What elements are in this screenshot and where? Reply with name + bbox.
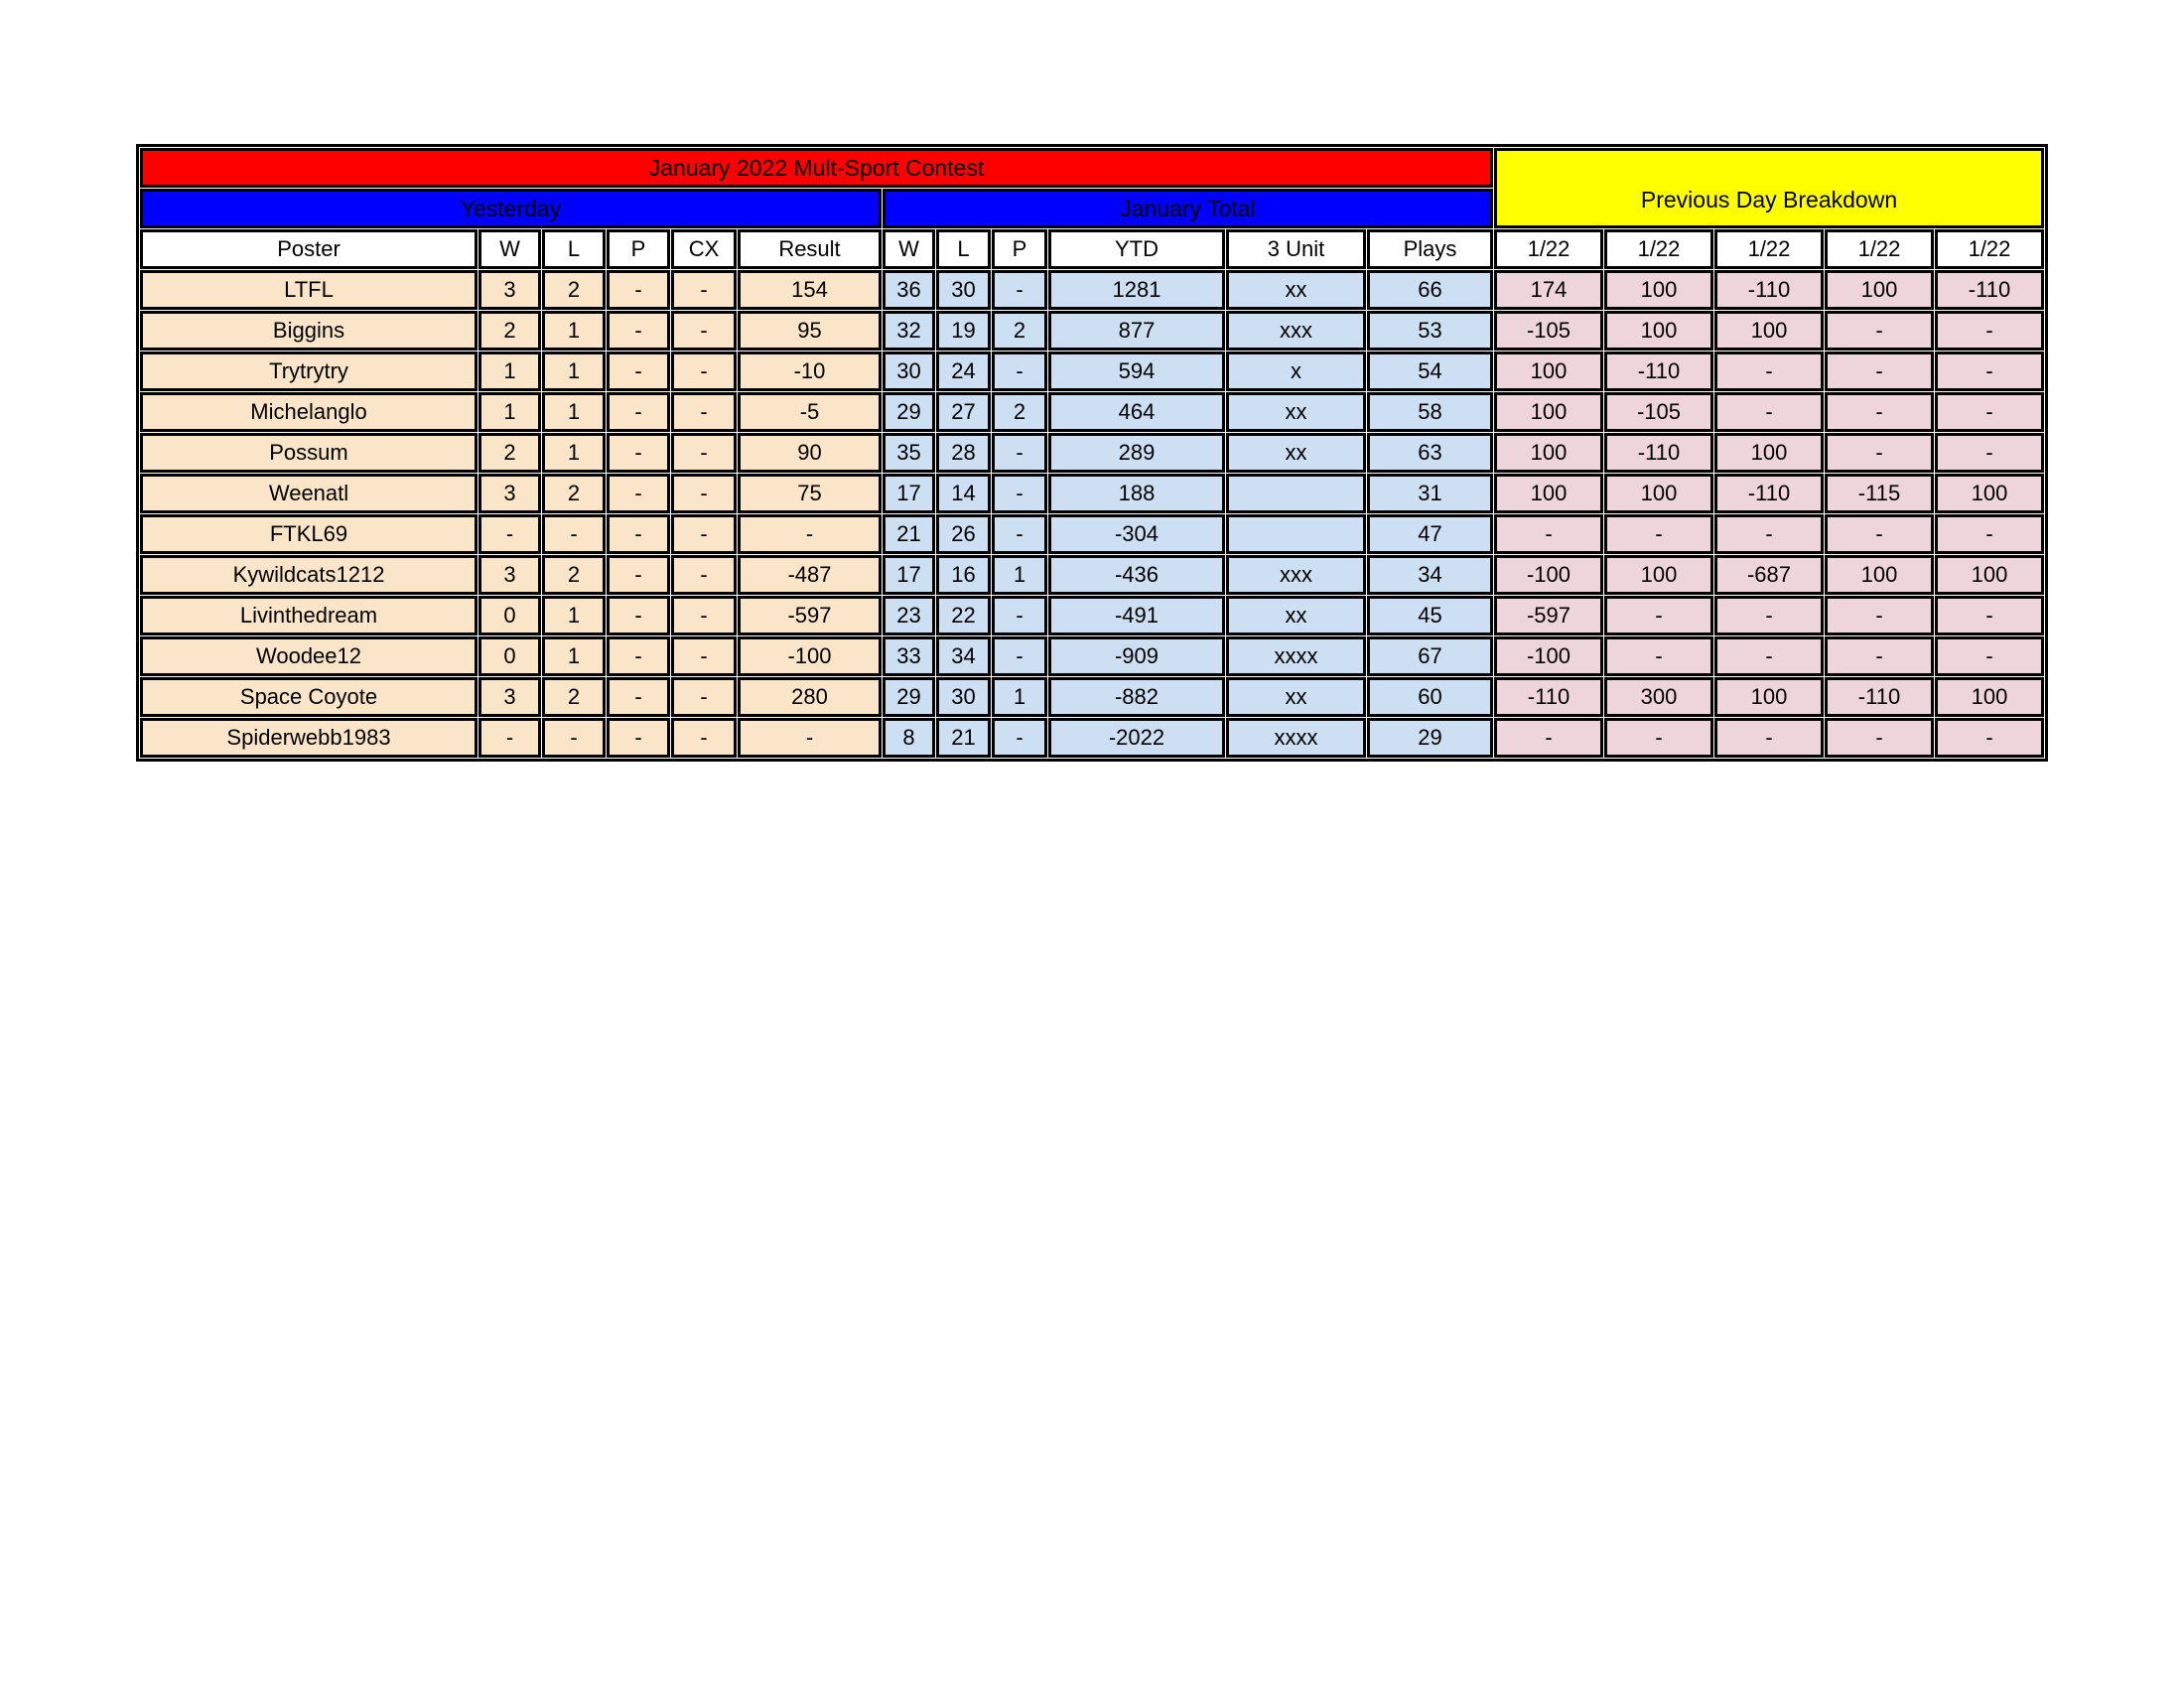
value-cell: 26 [936, 514, 991, 554]
table-row [140, 311, 2044, 351]
value-cell: - [607, 474, 670, 513]
value-cell: 35 [883, 433, 935, 473]
value-cell: 45 [1367, 596, 1493, 635]
value-cell: 60 [1367, 677, 1493, 717]
value-cell: xxx [1226, 311, 1366, 351]
value-cell: - [1714, 392, 1824, 432]
value-cell: 0 [478, 636, 541, 676]
poster-cell: Possum [140, 433, 478, 473]
value-cell: -436 [1048, 555, 1225, 595]
value-cell: 67 [1367, 636, 1493, 676]
value-cell: - [1935, 596, 2044, 635]
value-cell: xx [1226, 270, 1366, 310]
value-cell: - [1935, 311, 2044, 351]
value-cell: - [1825, 352, 1934, 391]
value-cell: -2022 [1048, 718, 1225, 758]
value-cell: -491 [1048, 596, 1225, 635]
value-cell: 28 [936, 433, 991, 473]
column-header-poster: Poster [140, 229, 478, 269]
column-header-w: W [478, 229, 541, 269]
table-row [140, 474, 2044, 513]
value-cell: - [607, 270, 670, 310]
value-cell: 100 [1935, 677, 2044, 717]
value-cell: -100 [738, 636, 882, 676]
value-cell: -110 [1714, 474, 1824, 513]
value-cell: 29 [1367, 718, 1493, 758]
value-cell: 24 [936, 352, 991, 391]
value-cell: 594 [1048, 352, 1225, 391]
value-cell: 1 [542, 392, 606, 432]
poster-cell: FTKL69 [140, 514, 478, 554]
value-cell: 100 [1604, 270, 1713, 310]
value-cell: - [1825, 433, 1934, 473]
value-cell: - [1825, 392, 1934, 432]
value-cell: - [607, 677, 670, 717]
column-header-date-2: 1/22 [1604, 229, 1713, 269]
value-cell: - [1825, 596, 1934, 635]
value-cell: - [1604, 514, 1713, 554]
value-cell: -110 [1714, 270, 1824, 310]
value-cell: 21 [936, 718, 991, 758]
value-cell: 2 [542, 474, 606, 513]
value-cell: -687 [1714, 555, 1824, 595]
poster-cell: Space Coyote [140, 677, 478, 717]
value-cell: 174 [1494, 270, 1603, 310]
value-cell: - [671, 555, 737, 595]
value-cell: -110 [1825, 677, 1934, 717]
poster-cell: Livinthedream [140, 596, 478, 635]
value-cell: x [1226, 352, 1366, 391]
value-cell: - [607, 392, 670, 432]
value-cell: 100 [1494, 392, 1603, 432]
section-yesterday: Yesterday [140, 189, 882, 228]
value-cell: -882 [1048, 677, 1225, 717]
value-cell: - [738, 514, 882, 554]
value-cell: -110 [1604, 352, 1713, 391]
value-cell: - [671, 270, 737, 310]
value-cell: xx [1226, 677, 1366, 717]
value-cell: 3 [478, 677, 541, 717]
table-row [140, 596, 2044, 635]
value-cell: 32 [883, 311, 935, 351]
value-cell: - [1825, 514, 1934, 554]
value-cell: 16 [936, 555, 991, 595]
title-row [140, 148, 2044, 188]
value-cell: - [1825, 311, 1934, 351]
value-cell: - [671, 596, 737, 635]
value-cell: - [992, 514, 1047, 554]
value-cell: -5 [738, 392, 882, 432]
column-header-p: P [607, 229, 670, 269]
value-cell: 36 [883, 270, 935, 310]
column-header-date-1: 1/22 [1494, 229, 1603, 269]
value-cell: -105 [1494, 311, 1603, 351]
value-cell: - [671, 514, 737, 554]
value-cell: 27 [936, 392, 991, 432]
section-previous-day-breakdown: Previous Day Breakdown [1494, 148, 2044, 228]
value-cell: 1 [478, 352, 541, 391]
value-cell: - [992, 352, 1047, 391]
value-cell: 2 [542, 677, 606, 717]
value-cell: 0 [478, 596, 541, 635]
value-cell: 100 [1935, 555, 2044, 595]
value-cell: - [992, 433, 1047, 473]
value-cell: 90 [738, 433, 882, 473]
value-cell: - [671, 352, 737, 391]
value-cell: - [1714, 596, 1824, 635]
value-cell: - [1604, 636, 1713, 676]
value-cell: -597 [1494, 596, 1603, 635]
table-row [140, 433, 2044, 473]
value-cell: 30 [936, 677, 991, 717]
spreadsheet-area [136, 144, 2048, 762]
value-cell: 100 [1604, 311, 1713, 351]
value-cell [1226, 514, 1366, 554]
value-cell: 19 [936, 311, 991, 351]
value-cell: 100 [1825, 555, 1934, 595]
value-cell: -100 [1494, 636, 1603, 676]
value-cell: -909 [1048, 636, 1225, 676]
column-header-row [140, 229, 2044, 269]
value-cell: - [607, 555, 670, 595]
value-cell: - [1935, 636, 2044, 676]
poster-cell: Kywildcats1212 [140, 555, 478, 595]
table-row [140, 555, 2044, 595]
value-cell: - [1825, 718, 1934, 758]
value-cell: 100 [1494, 352, 1603, 391]
value-cell: 154 [738, 270, 882, 310]
value-cell: - [1714, 636, 1824, 676]
value-cell: 30 [883, 352, 935, 391]
column-header-ytd: YTD [1048, 229, 1225, 269]
value-cell: - [671, 433, 737, 473]
value-cell: - [1604, 596, 1713, 635]
value-cell: xxxx [1226, 718, 1366, 758]
value-cell: 100 [1494, 474, 1603, 513]
value-cell: - [607, 514, 670, 554]
value-cell: 1 [478, 392, 541, 432]
value-cell: 1 [542, 352, 606, 391]
value-cell: - [992, 474, 1047, 513]
value-cell: -487 [738, 555, 882, 595]
value-cell: -105 [1604, 392, 1713, 432]
value-cell: - [1494, 718, 1603, 758]
value-cell: 188 [1048, 474, 1225, 513]
value-cell: 2 [478, 433, 541, 473]
value-cell: - [607, 718, 670, 758]
column-header-w-total: W [883, 229, 935, 269]
value-cell: - [478, 514, 541, 554]
table-row [140, 352, 2044, 391]
column-header-result: Result [738, 229, 882, 269]
table-row [140, 392, 2044, 432]
value-cell: 289 [1048, 433, 1225, 473]
value-cell: 300 [1604, 677, 1713, 717]
value-cell: -110 [1604, 433, 1713, 473]
value-cell: 22 [936, 596, 991, 635]
value-cell: 100 [1494, 433, 1603, 473]
value-cell: -115 [1825, 474, 1934, 513]
value-cell: - [992, 270, 1047, 310]
poster-cell: LTFL [140, 270, 478, 310]
value-cell: 2 [992, 392, 1047, 432]
value-cell: xx [1226, 596, 1366, 635]
value-cell: 464 [1048, 392, 1225, 432]
value-cell: 1 [542, 433, 606, 473]
value-cell: - [992, 718, 1047, 758]
value-cell: - [542, 718, 606, 758]
value-cell: - [1935, 718, 2044, 758]
value-cell: xxxx [1226, 636, 1366, 676]
value-cell: - [1935, 433, 2044, 473]
column-header-3-unit: 3 Unit [1226, 229, 1366, 269]
value-cell: 100 [1604, 555, 1713, 595]
poster-cell: Trytrytry [140, 352, 478, 391]
value-cell: 95 [738, 311, 882, 351]
column-header-date-4: 1/22 [1825, 229, 1934, 269]
value-cell: 1 [542, 596, 606, 635]
value-cell: 30 [936, 270, 991, 310]
section-january-total: January Total [883, 189, 1493, 228]
value-cell: 17 [883, 474, 935, 513]
value-cell: 877 [1048, 311, 1225, 351]
table-row [140, 636, 2044, 676]
value-cell: - [671, 677, 737, 717]
value-cell: - [478, 718, 541, 758]
value-cell: - [671, 718, 737, 758]
value-cell: 34 [936, 636, 991, 676]
value-cell: 34 [1367, 555, 1493, 595]
value-cell: 33 [883, 636, 935, 676]
value-cell: 100 [1825, 270, 1934, 310]
value-cell: 3 [478, 474, 541, 513]
value-cell: 1 [542, 636, 606, 676]
value-cell: 2 [478, 311, 541, 351]
value-cell: 63 [1367, 433, 1493, 473]
value-cell: 14 [936, 474, 991, 513]
value-cell: -597 [738, 596, 882, 635]
value-cell: 53 [1367, 311, 1493, 351]
table-row [140, 677, 2044, 717]
value-cell: - [738, 718, 882, 758]
column-header-cx: CX [671, 229, 737, 269]
poster-cell: Woodee12 [140, 636, 478, 676]
value-cell: - [671, 474, 737, 513]
column-header-plays: Plays [1367, 229, 1493, 269]
column-header-date-3: 1/22 [1714, 229, 1824, 269]
value-cell: xxx [1226, 555, 1366, 595]
value-cell: - [1714, 514, 1824, 554]
value-cell: -110 [1935, 270, 2044, 310]
value-cell: 23 [883, 596, 935, 635]
value-cell: 1 [992, 677, 1047, 717]
value-cell: -110 [1494, 677, 1603, 717]
value-cell: - [607, 596, 670, 635]
value-cell: - [1935, 514, 2044, 554]
value-cell: 100 [1714, 433, 1824, 473]
value-cell: - [671, 636, 737, 676]
table-title: January 2022 Mult-Sport Contest [140, 148, 1493, 188]
value-cell: 8 [883, 718, 935, 758]
value-cell: 21 [883, 514, 935, 554]
value-cell: - [1714, 352, 1824, 391]
value-cell: - [1825, 636, 1934, 676]
value-cell: - [607, 636, 670, 676]
value-cell: -304 [1048, 514, 1225, 554]
value-cell: 100 [1714, 677, 1824, 717]
value-cell: - [542, 514, 606, 554]
value-cell: - [671, 311, 737, 351]
value-cell: - [671, 392, 737, 432]
value-cell [1226, 474, 1366, 513]
value-cell: xx [1226, 392, 1366, 432]
value-cell: 100 [1604, 474, 1713, 513]
table-row [140, 514, 2044, 554]
value-cell: 3 [478, 270, 541, 310]
table-row [140, 718, 2044, 758]
value-cell: 17 [883, 555, 935, 595]
column-header-l: L [542, 229, 606, 269]
value-cell: 2 [542, 555, 606, 595]
value-cell: 280 [738, 677, 882, 717]
value-cell: - [1494, 514, 1603, 554]
table-body [140, 270, 2044, 758]
value-cell: - [1935, 352, 2044, 391]
value-cell: 29 [883, 392, 935, 432]
value-cell: 31 [1367, 474, 1493, 513]
value-cell: 29 [883, 677, 935, 717]
value-cell: 2 [542, 270, 606, 310]
table-row [140, 270, 2044, 310]
value-cell: - [1714, 718, 1824, 758]
value-cell: - [992, 636, 1047, 676]
column-header-p-total: P [992, 229, 1047, 269]
value-cell: 2 [992, 311, 1047, 351]
value-cell: 1 [992, 555, 1047, 595]
value-cell: - [607, 433, 670, 473]
poster-cell: Weenatl [140, 474, 478, 513]
value-cell: - [607, 311, 670, 351]
value-cell: - [992, 596, 1047, 635]
value-cell: xx [1226, 433, 1366, 473]
poster-cell: Biggins [140, 311, 478, 351]
poster-cell: Michelanglo [140, 392, 478, 432]
value-cell: 1 [542, 311, 606, 351]
column-header-date-5: 1/22 [1935, 229, 2044, 269]
value-cell: 100 [1935, 474, 2044, 513]
value-cell: 54 [1367, 352, 1493, 391]
contest-table [136, 144, 2048, 762]
value-cell: - [1604, 718, 1713, 758]
value-cell: 66 [1367, 270, 1493, 310]
value-cell: 100 [1714, 311, 1824, 351]
value-cell: -100 [1494, 555, 1603, 595]
value-cell: - [607, 352, 670, 391]
poster-cell: Spiderwebb1983 [140, 718, 478, 758]
value-cell: - [1935, 392, 2044, 432]
value-cell: 3 [478, 555, 541, 595]
value-cell: 1281 [1048, 270, 1225, 310]
column-header-l-total: L [936, 229, 991, 269]
value-cell: 75 [738, 474, 882, 513]
value-cell: -10 [738, 352, 882, 391]
value-cell: 58 [1367, 392, 1493, 432]
value-cell: 47 [1367, 514, 1493, 554]
